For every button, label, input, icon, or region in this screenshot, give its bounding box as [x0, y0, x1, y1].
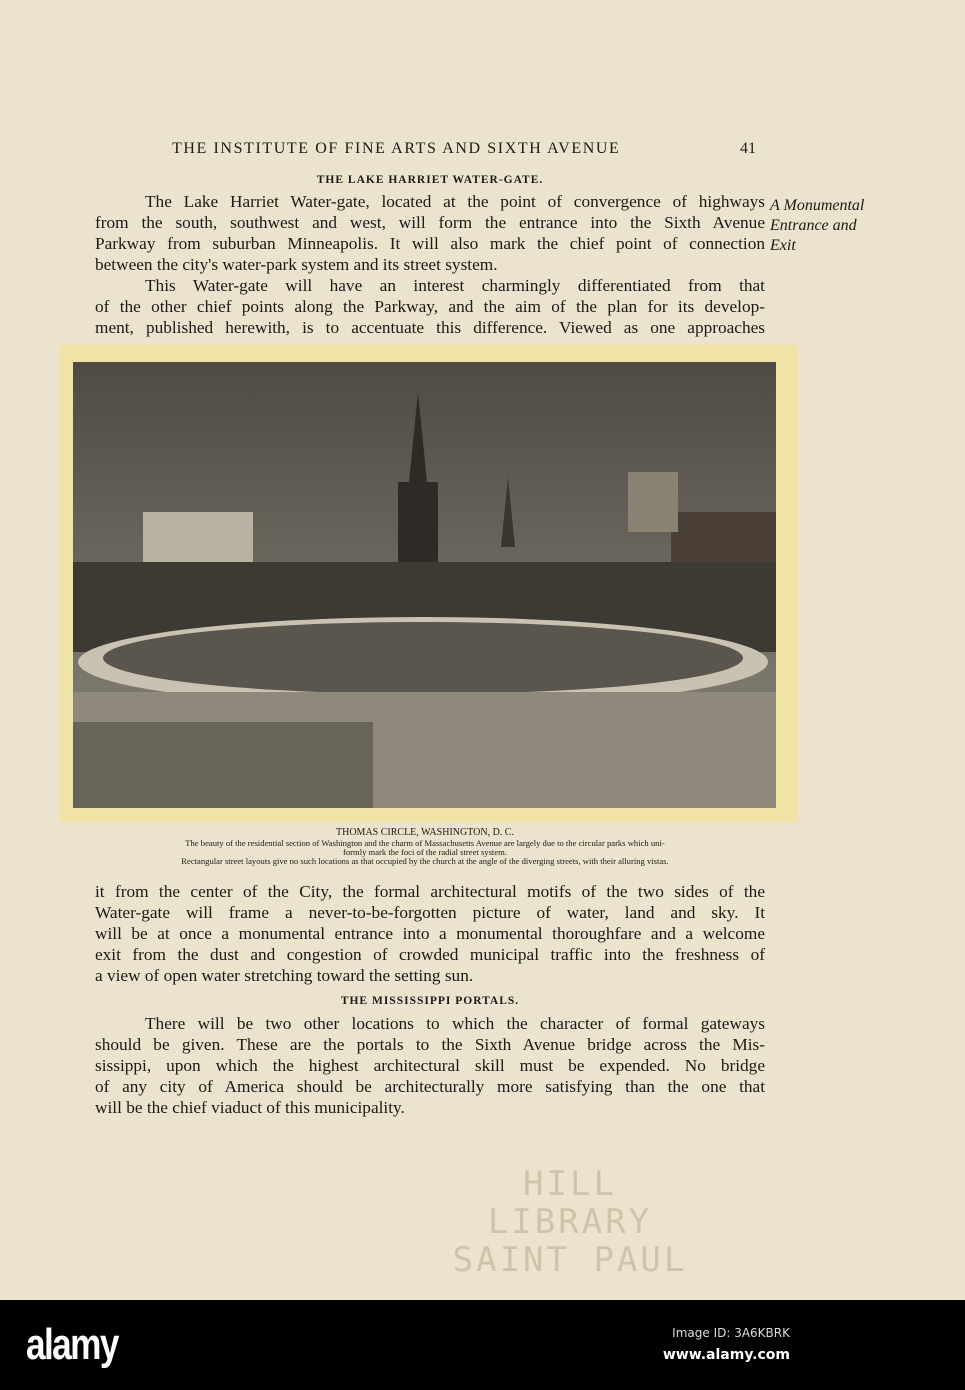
text-line: There will be two other locations to which the character of formal gateways — [145, 1014, 765, 1033]
watermark-bar — [0, 1300, 965, 1390]
text-line: will be the chief viaduct of this municipality. — [95, 1098, 405, 1117]
text-line: Parkway from suburban Minneapolis. It will also mark the chief point of connection — [95, 234, 765, 253]
text-line: ment, published herewith, is to accentuate this difference. Viewed as one approaches — [95, 318, 765, 337]
running-head: THE INSTITUTE OF FINE ARTS AND SIXTH AVENUE — [172, 140, 621, 157]
stamp-line: SAINT PAUL — [452, 1240, 688, 1280]
text-line: The Lake Harriet Water-gate, located at the point of convergence of highways — [145, 192, 765, 211]
text-line: a view of open water stretching toward the setting sun. — [95, 966, 474, 985]
text-line: Water-gate will frame a never-to-be-forgotten picture of water, land and sky. It — [95, 903, 765, 922]
text-line: This Water-gate will have an interest charmingly differentiated from that — [145, 276, 765, 295]
text-line: sissippi, upon which the highest architectural skill must be expended. No bridge — [95, 1056, 765, 1075]
section-heading: THE LAKE HARRIET WATER-GATE. — [316, 174, 544, 186]
text-line: from the south, southwest and west, will form the entrance into the Sixth Avenue — [95, 213, 765, 232]
text-line: of the other chief points along the Parkway, and the aim of the plan for its develop- — [95, 297, 765, 316]
text-line: it from the center of the City, the formal architectural motifs of the two sides of the — [95, 882, 765, 901]
text-line: will be at once a monumental entrance into a monumental thoroughfare and a welcome — [95, 924, 765, 943]
figure-caption-line: formly mark the foci of the radial street system. — [343, 847, 507, 857]
page-number: 41 — [740, 140, 756, 157]
text-line: exit from the dust and congestion of crowded municipal traffic into the freshness of — [95, 945, 765, 964]
margin-note-line: A Monumental — [770, 197, 865, 214]
text-line: should be given. These are the portals to the Sixth Avenue bridge across the Mis- — [95, 1035, 765, 1054]
watermark-url: www.alamy.com — [662, 1347, 790, 1363]
stamp-line: HILL LIBRARY — [487, 1164, 653, 1242]
figure-caption-line: The beauty of the residential section of Washington and the charm of Massachusetts Avenue are largely due to the circular parks which uni- — [185, 838, 665, 848]
photograph-thomas-circle — [73, 362, 776, 808]
alamy-logo: alamy — [26, 1320, 118, 1369]
image-id: Image ID: 3A6KBRK — [672, 1326, 790, 1340]
margin-note-line: Entrance and — [770, 217, 857, 234]
figure-caption-line: Rectangular street layouts give no such locations as that occupied by the church at the angle of the diverging streets, with their alluring vistas. — [181, 856, 669, 866]
margin-note-line: Exit — [770, 237, 796, 254]
text-line: between the city's water-park system and its street system. — [95, 255, 498, 274]
margin-note — [770, 196, 864, 256]
library-stamp — [440, 1165, 700, 1279]
figure-title: THOMAS CIRCLE, WASHINGTON, D. C. — [336, 827, 514, 838]
text-line: of any city of America should be architecturally more satisfying than the one that — [95, 1077, 765, 1096]
section-heading: THE MISSISSIPPI PORTALS. — [340, 995, 520, 1007]
